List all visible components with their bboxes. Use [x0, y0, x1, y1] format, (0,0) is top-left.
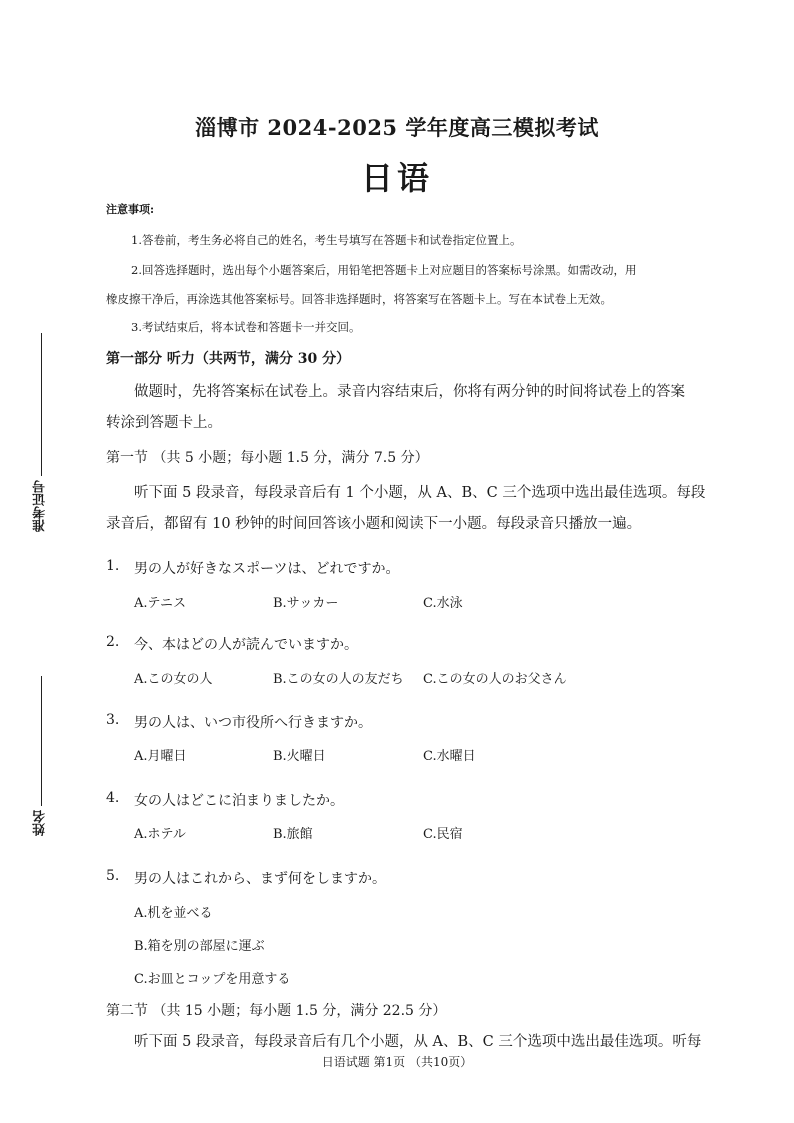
exam-id-line: [41, 333, 42, 476]
option-c: C.この女の人のお父さん: [423, 672, 567, 687]
section2-heading: 第二节 （共 15 小题；每小题 1.5 分，满分 22.5 分）: [106, 1003, 447, 1019]
option-b: B.箱を別の部屋に運ぶ: [134, 939, 265, 954]
question-number: 2.: [106, 634, 120, 650]
exam-id-label: 准考证号: [33, 480, 48, 532]
section1-instruction: 听下面 5 段录音，每段录音后有 1 个小题，从 A、B、C 三个选项中选出最佳选项。每段: [134, 485, 706, 501]
section1-instruction: 录音后，都留有 10 秒钟的时间回答该小题和阅读下一小题。每段录音只播放一遍。: [106, 516, 642, 532]
name-label: 姓名: [33, 810, 48, 836]
notice-item: 2.回答选择题时，选出每个小题答案后，用铅笔把答题卡上对应题目的答案标号涂黑。如需改动，用: [131, 263, 637, 277]
option-b: B.火曜日: [273, 749, 326, 764]
exam-title: 淄博市 2024-2025 学年度高三模拟考试: [195, 115, 599, 140]
option-a: A.この女の人: [134, 672, 213, 687]
subject-title: 日语: [360, 159, 433, 197]
question-number: 1.: [106, 558, 120, 574]
part1-instruction: 做题时，先将答案标在试卷上。录音内容结束后，你将有两分钟的时间将试卷上的答案: [134, 384, 685, 400]
section2-instruction: 听下面 5 段录音，每段录音后有几个小题，从 A、B、C 三个选项中选出最佳选项。听每: [134, 1034, 702, 1050]
option-b: B.サッカー: [273, 596, 339, 611]
question-text: 男の人はこれから、まず何をしますか。: [134, 871, 386, 887]
option-a: A.テニス: [134, 596, 187, 611]
option-c: C.民宿: [423, 827, 463, 842]
question-number: 4.: [106, 790, 120, 806]
option-a: A.月曜日: [134, 749, 187, 764]
option-a: A.机を並べる: [134, 906, 213, 921]
option-a: A.ホテル: [134, 827, 186, 842]
notice-item: 1.答卷前，考生务必将自己的姓名，考生号填写在答题卡和试卷指定位置上。: [131, 233, 522, 247]
option-c: C.水曜日: [423, 749, 476, 764]
question-number: 5.: [106, 868, 120, 884]
option-b: B.この女の人の友だち: [273, 672, 404, 687]
part1-heading: 第一部分 听力（共两节，满分 30 分）: [106, 351, 351, 367]
option-b: B.旅館: [273, 827, 313, 842]
notice-heading: 注意事项:: [106, 203, 155, 216]
option-c: C.お皿とコップを用意する: [134, 972, 291, 987]
notice-item: 橡皮擦干净后，再涂选其他答案标号。回答非选择题时，将答案写在答题卡上。写在本试卷上无效。: [106, 292, 612, 306]
notice-item: 3.考试结束后，将本试卷和答题卡一并交回。: [131, 320, 361, 334]
part1-instruction: 转涂到答题卡上。: [106, 415, 222, 431]
question-text: 男の人は、いつ市役所へ行きますか。: [134, 715, 372, 731]
question-text: 男の人が好きなスポーツは、どれですか。: [134, 561, 400, 577]
question-text: 女の人はどこに泊まりましたか。: [134, 793, 344, 809]
page-footer: 日语试题 第1页 （共10页）: [321, 1055, 473, 1069]
name-line: [41, 676, 42, 806]
section1-heading: 第一节 （共 5 小题；每小题 1.5 分，满分 7.5 分）: [106, 450, 429, 466]
question-text: 今、本はどの人が読んでいますか。: [134, 637, 358, 653]
option-c: C.水泳: [423, 596, 463, 611]
question-number: 3.: [106, 712, 120, 728]
